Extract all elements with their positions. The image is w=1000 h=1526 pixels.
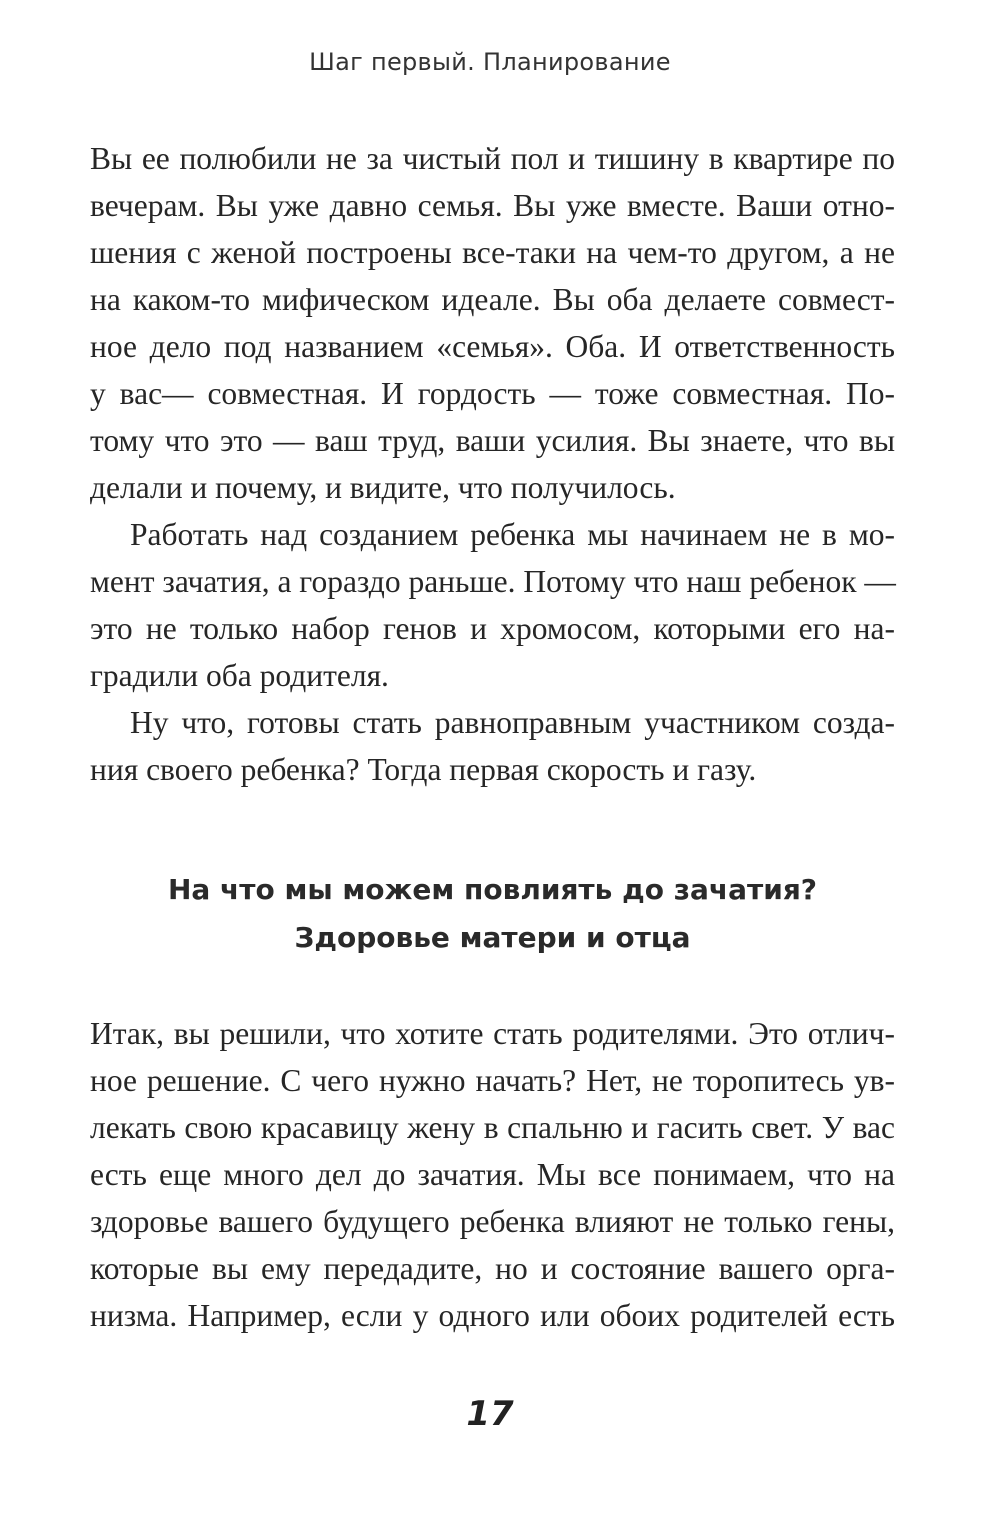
running-head: Шаг первый. Планирование: [309, 48, 671, 76]
page-number: 17: [466, 1394, 514, 1434]
text-line: тому что это — ваш труд, ваши усилия. Вы знаете, что вы: [90, 423, 895, 458]
text-line: низма. Например, если у одного или обоих родителей есть: [90, 1298, 895, 1333]
text-line: которые вы ему передадите, но и состояние вашего орга-: [90, 1251, 895, 1286]
text-line: у вас— совместная. И гордость — тоже совместная. По-: [90, 376, 895, 411]
text-line: градили оба родителя.: [90, 658, 389, 693]
text-line: ное решение. С чего нужно начать? Нет, не торопитесь ув-: [90, 1063, 895, 1098]
text-line: лекать свою красавицу жену в спальню и гасить свет. У вас: [90, 1110, 895, 1145]
text-line: Работать над созданием ребенка мы начинаем не в мо-: [130, 517, 895, 552]
text-line: делали и почему, и видите, что получилось.: [90, 470, 676, 505]
text-line: это не только набор генов и хромосом, которыми его на-: [90, 611, 895, 646]
text-line: на каком-то мифическом идеале. Вы оба делаете совмест-: [90, 282, 895, 317]
text-line: вечерам. Вы уже давно семья. Вы уже вместе. Ваши отно-: [90, 188, 895, 223]
section-heading-line-1: На что мы можем повлиять до зачатия?: [167, 873, 818, 906]
text-line: Вы ее полюбили не за чистый пол и тишину в квартире по: [90, 141, 895, 176]
text-line: шения с женой построены все-таки на чем-то другом, а не: [90, 235, 895, 270]
section-heading-line-2: Здоровье матери и отца: [294, 921, 691, 954]
text-line: ния своего ребенка? Тогда первая скорость и газу.: [90, 752, 757, 787]
text-line: есть еще много дел до зачатия. Мы все понимаем, что на: [90, 1157, 895, 1192]
text-line: ное дело под названием «семья». Оба. И ответственность: [90, 329, 895, 364]
text-line: Итак, вы решили, что хотите стать родителями. Это отлич-: [90, 1016, 895, 1051]
text-line: Ну что, готовы стать равноправным участником созда-: [130, 705, 895, 740]
text-line: здоровье вашего будущего ребенка влияют не только гены,: [90, 1204, 895, 1239]
text-line: мент зачатия, а гораздо раньше. Потому что наш ребенок —: [90, 564, 896, 599]
